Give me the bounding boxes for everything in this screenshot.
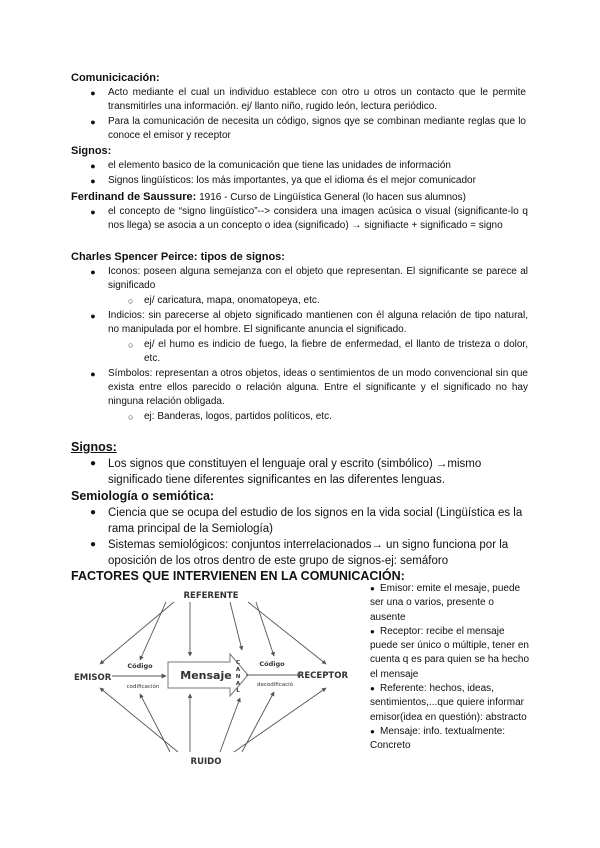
semiologia-item-1: Ciencia que se ocupa del estudio de los signos en la vida social (Lingüística es la rama principal de la Semiología) (108, 507, 523, 535)
saussure-item-1: el concepto de “signo lingüístico”--> considera una imagen acúsica o visual (significante-lo q nos llega) se asocia a un concepto o idea (significado) → signifiacte + significado = signo (108, 206, 528, 232)
diagram-decodificacion: decodificació (256, 682, 294, 688)
factores-receptor: Receptor: recibe el mensaje puede ser único o múltiple, tener en cuenta q es para quien se ha hecho el mensaje (370, 625, 530, 680)
bullet: ● (89, 539, 97, 550)
signos-item-2: Signos lingüísticos: los más importantes, ya que el idioma és el mejor comunicador (108, 175, 476, 186)
heading-factores: FACTORES QUE INTERVIENEN EN LA COMUNICACIÓN: (71, 569, 405, 583)
signos-item-1: el elemento basico de la comunicación que tiene las unidades de información (108, 160, 451, 171)
canal-letter: A (235, 667, 241, 673)
peirce-indicios-ej: ej/ el humo es indicio de fuego, la fiebre de enfermedad, el llanto de tristeza o dolor, etc. (144, 339, 528, 365)
factores-item: ● Referente: hechos, ideas, sentimientos,...que quiere informar emisor(idea en questión): abstracto (370, 683, 527, 723)
diagram-emisor: EMISOR (74, 673, 112, 683)
factores-mensaje: Mensaje: info. textualmente: Concreto (370, 725, 506, 752)
canal-letter: L (236, 688, 240, 694)
factores-referente: Referente: hechos, ideas, sentimientos,...que quiere informar emisor(idea en questión): abstracto (370, 683, 527, 723)
heading-semiologia: Semiología o semiótica: (71, 489, 215, 503)
signos2-item-1: Los signos que constituyen el lenguaje oral y escrito (simbólico) →mismo significado tiene diferentes significantes en las diferentes lenguas. (108, 458, 482, 486)
bullet: ● (90, 176, 96, 186)
bullet: ● (89, 458, 97, 469)
canal-letter: C (235, 660, 241, 666)
diagram-referente: REFERENTE (183, 591, 239, 601)
peirce-simbolos: Símbolos: representan a otros objetos, ideas o sentimientos de un modo convencional sin que exista entre ellos parecido o relación alguna. Entre el significante y el significado no hay ninguna relación obligada. (108, 368, 528, 408)
heading-comunicacion: Comunicicación: (71, 72, 160, 84)
bullet: ● (90, 161, 96, 171)
bullet: ● (90, 88, 96, 98)
heading-peirce: Charles Spencer Peirce: tipos de signos: (71, 251, 285, 263)
bullet: ● (90, 369, 96, 379)
bullet: ● (89, 507, 97, 518)
comunicacion-item-1: Acto mediante el cual un individuo establece con otro u otros un contacto que le permite transmitirles una información. ej/ llanto niño, rugido león, lectura periódico. (108, 87, 526, 113)
factores-item: ● Receptor: recibe el mensaje puede ser único o múltiple, tener en cuenta q es para quien se ha hecho el mensaje (370, 625, 530, 680)
factores-list (352, 582, 532, 754)
factores-item: ● Mensaje: info. textualmente: Concreto (370, 725, 506, 752)
bullet: ● (90, 207, 96, 217)
sub-bullet: ○ (128, 412, 134, 422)
canal-letter: A (235, 681, 241, 687)
saussure-heading-rest: 1916 - Curso de Lingüística General (lo hacen sus alumnos) (196, 192, 466, 203)
sub-bullet: ○ (128, 296, 134, 306)
diagram-receptor: RECEPTOR (297, 671, 348, 681)
peirce-indicios: Indicios: sin parecerse al objeto significado mantienen con él alguna relación de tipo natural, no manipulada por el hombre. El significante anuncia el significado. (108, 310, 528, 336)
peirce-iconos: Iconos: poseen alguna semejanza con el objeto que representan. El significante se parece al significado (108, 266, 528, 292)
sub-bullet: ○ (128, 340, 134, 350)
factores-emisor: Emisor: emite el mesaje, puede ser una o varios, presente o ausente (370, 583, 521, 623)
diagram-codigo-receptor: Código (259, 660, 285, 668)
canal-letter: N (235, 674, 241, 680)
diagram-mensaje: Mensaje (180, 669, 232, 682)
diagram-codigo-emisor: Código (127, 662, 153, 670)
semiologia-item-2: Sistemas semiológicos: conjuntos interrelacionados→ un signo funciona por la oposición de los otros dentro de este grupo de signos-ej: semáforo (108, 539, 509, 567)
bullet: ● (90, 311, 96, 321)
heading-signos: Signos: (71, 145, 112, 157)
heading-signos-2: Signos: (71, 440, 117, 454)
saussure-line (71, 190, 466, 205)
comunicacion-item-2: Para la comunicación de necesita un código, signos qye se combinan mediante reglas que lo conoce el emisor y receptor (108, 116, 526, 142)
bullet: ● (90, 267, 96, 277)
communication-diagram (70, 584, 352, 770)
diagram-codificacion: codificación (126, 684, 160, 690)
peirce-iconos-ej: ej/ caricatura, mapa, onomatopeya, etc. (144, 295, 320, 306)
diagram-ruido: RUIDO (190, 757, 222, 767)
peirce-simbolos-ej: ej: Banderas, logos, partidos políticos, etc. (144, 411, 332, 422)
factores-item: ● Emisor: emite el mesaje, puede ser una o varios, presente o ausente (370, 583, 521, 623)
bullet: ● (90, 117, 96, 127)
heading-saussure: Ferdinand de Saussure: (71, 191, 197, 203)
